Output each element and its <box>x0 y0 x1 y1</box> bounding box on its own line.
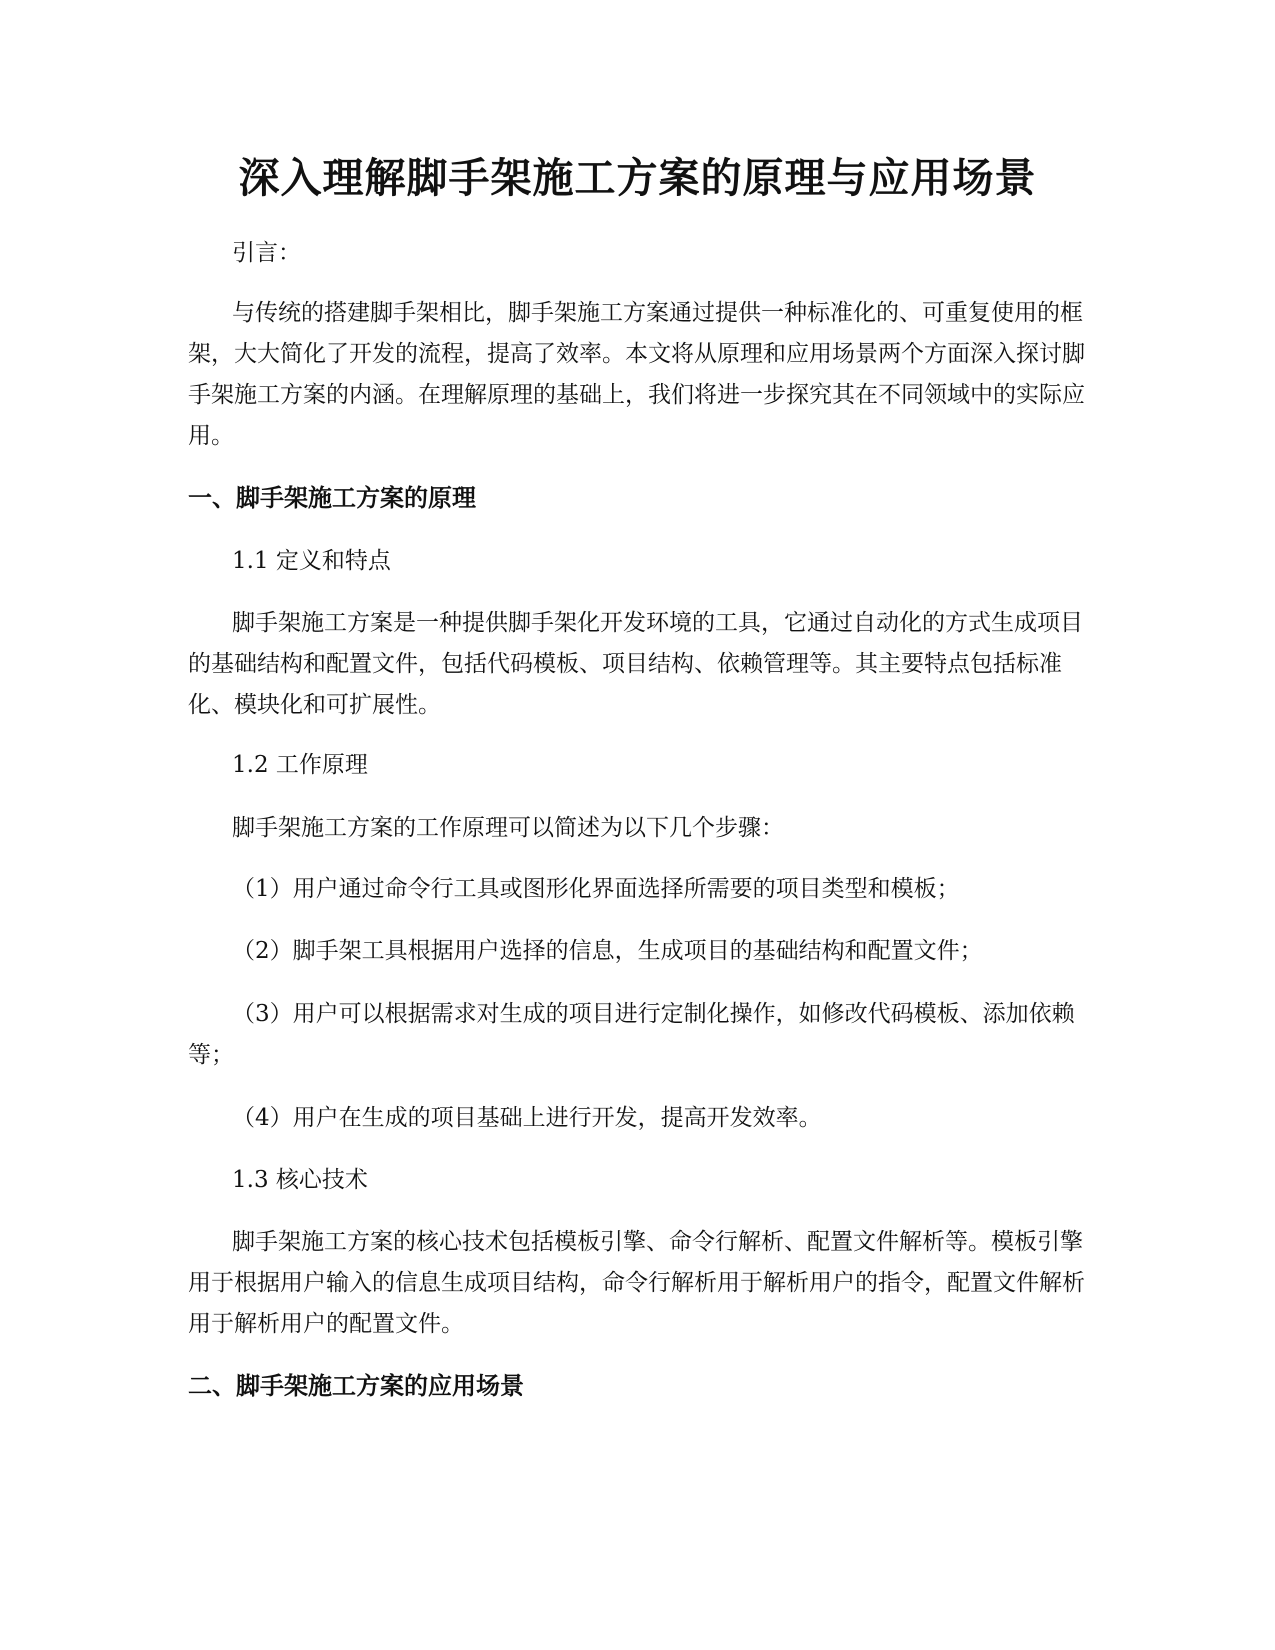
section2-heading: 二、脚手架施工方案的应用场景 <box>188 1372 524 1400</box>
document-title: 深入理解脚手架施工方案的原理与应用场景 <box>238 154 1037 202</box>
intro-label: 引言： <box>232 240 301 266</box>
section1-heading: 一、脚手架施工方案的原理 <box>188 484 476 512</box>
subsection-1-2-heading: 1.2 工作原理 <box>232 752 368 778</box>
subsection-1-2-paragraph: 脚手架施工方案的工作原理可以简述为以下几个步骤： <box>232 815 784 841</box>
subsection-1-3-heading: 1.3 核心技术 <box>232 1167 368 1193</box>
step-2: （2）脚手架工具根据用户选择的信息，生成项目的基础结构和配置文件； <box>232 938 983 964</box>
intro-paragraph: 与传统的搭建脚手架相比，脚手架施工方案通过提供一种标准化的、可重复使用的框架，大大简化了开发的流程，提高了效率。本文将从原理和应用场景两个方面深入探讨脚手架施工方案的内涵。在理解原理的基础上，我们将进一步探究其在不同领域中的实际应用。 <box>188 300 1085 449</box>
subsection-1-1-paragraph: 脚手架施工方案是一种提供脚手架化开发环境的工具，它通过自动化的方式生成项目的基础结构和配置文件，包括代码模板、项目结构、依赖管理等。其主要特点包括标准化、模块化和可扩展性。 <box>188 610 1083 718</box>
step-4: （4）用户在生成的项目基础上进行开发，提高开发效率。 <box>232 1105 822 1131</box>
subsection-1-3-paragraph: 脚手架施工方案的核心技术包括模板引擎、命令行解析、配置文件解析等。模板引擎用于根据用户输入的信息生成项目结构，命令行解析用于解析用户的指令，配置文件解析用于解析用户的配置文件。 <box>188 1229 1085 1337</box>
subsection-1-1-heading: 1.1 定义和特点 <box>232 548 391 574</box>
step-1: （1）用户通过命令行工具或图形化界面选择所需要的项目类型和模板； <box>232 876 960 902</box>
step-3: （3）用户可以根据需求对生成的项目进行定制化操作，如修改代码模板、添加依赖等； <box>188 1001 1075 1068</box>
